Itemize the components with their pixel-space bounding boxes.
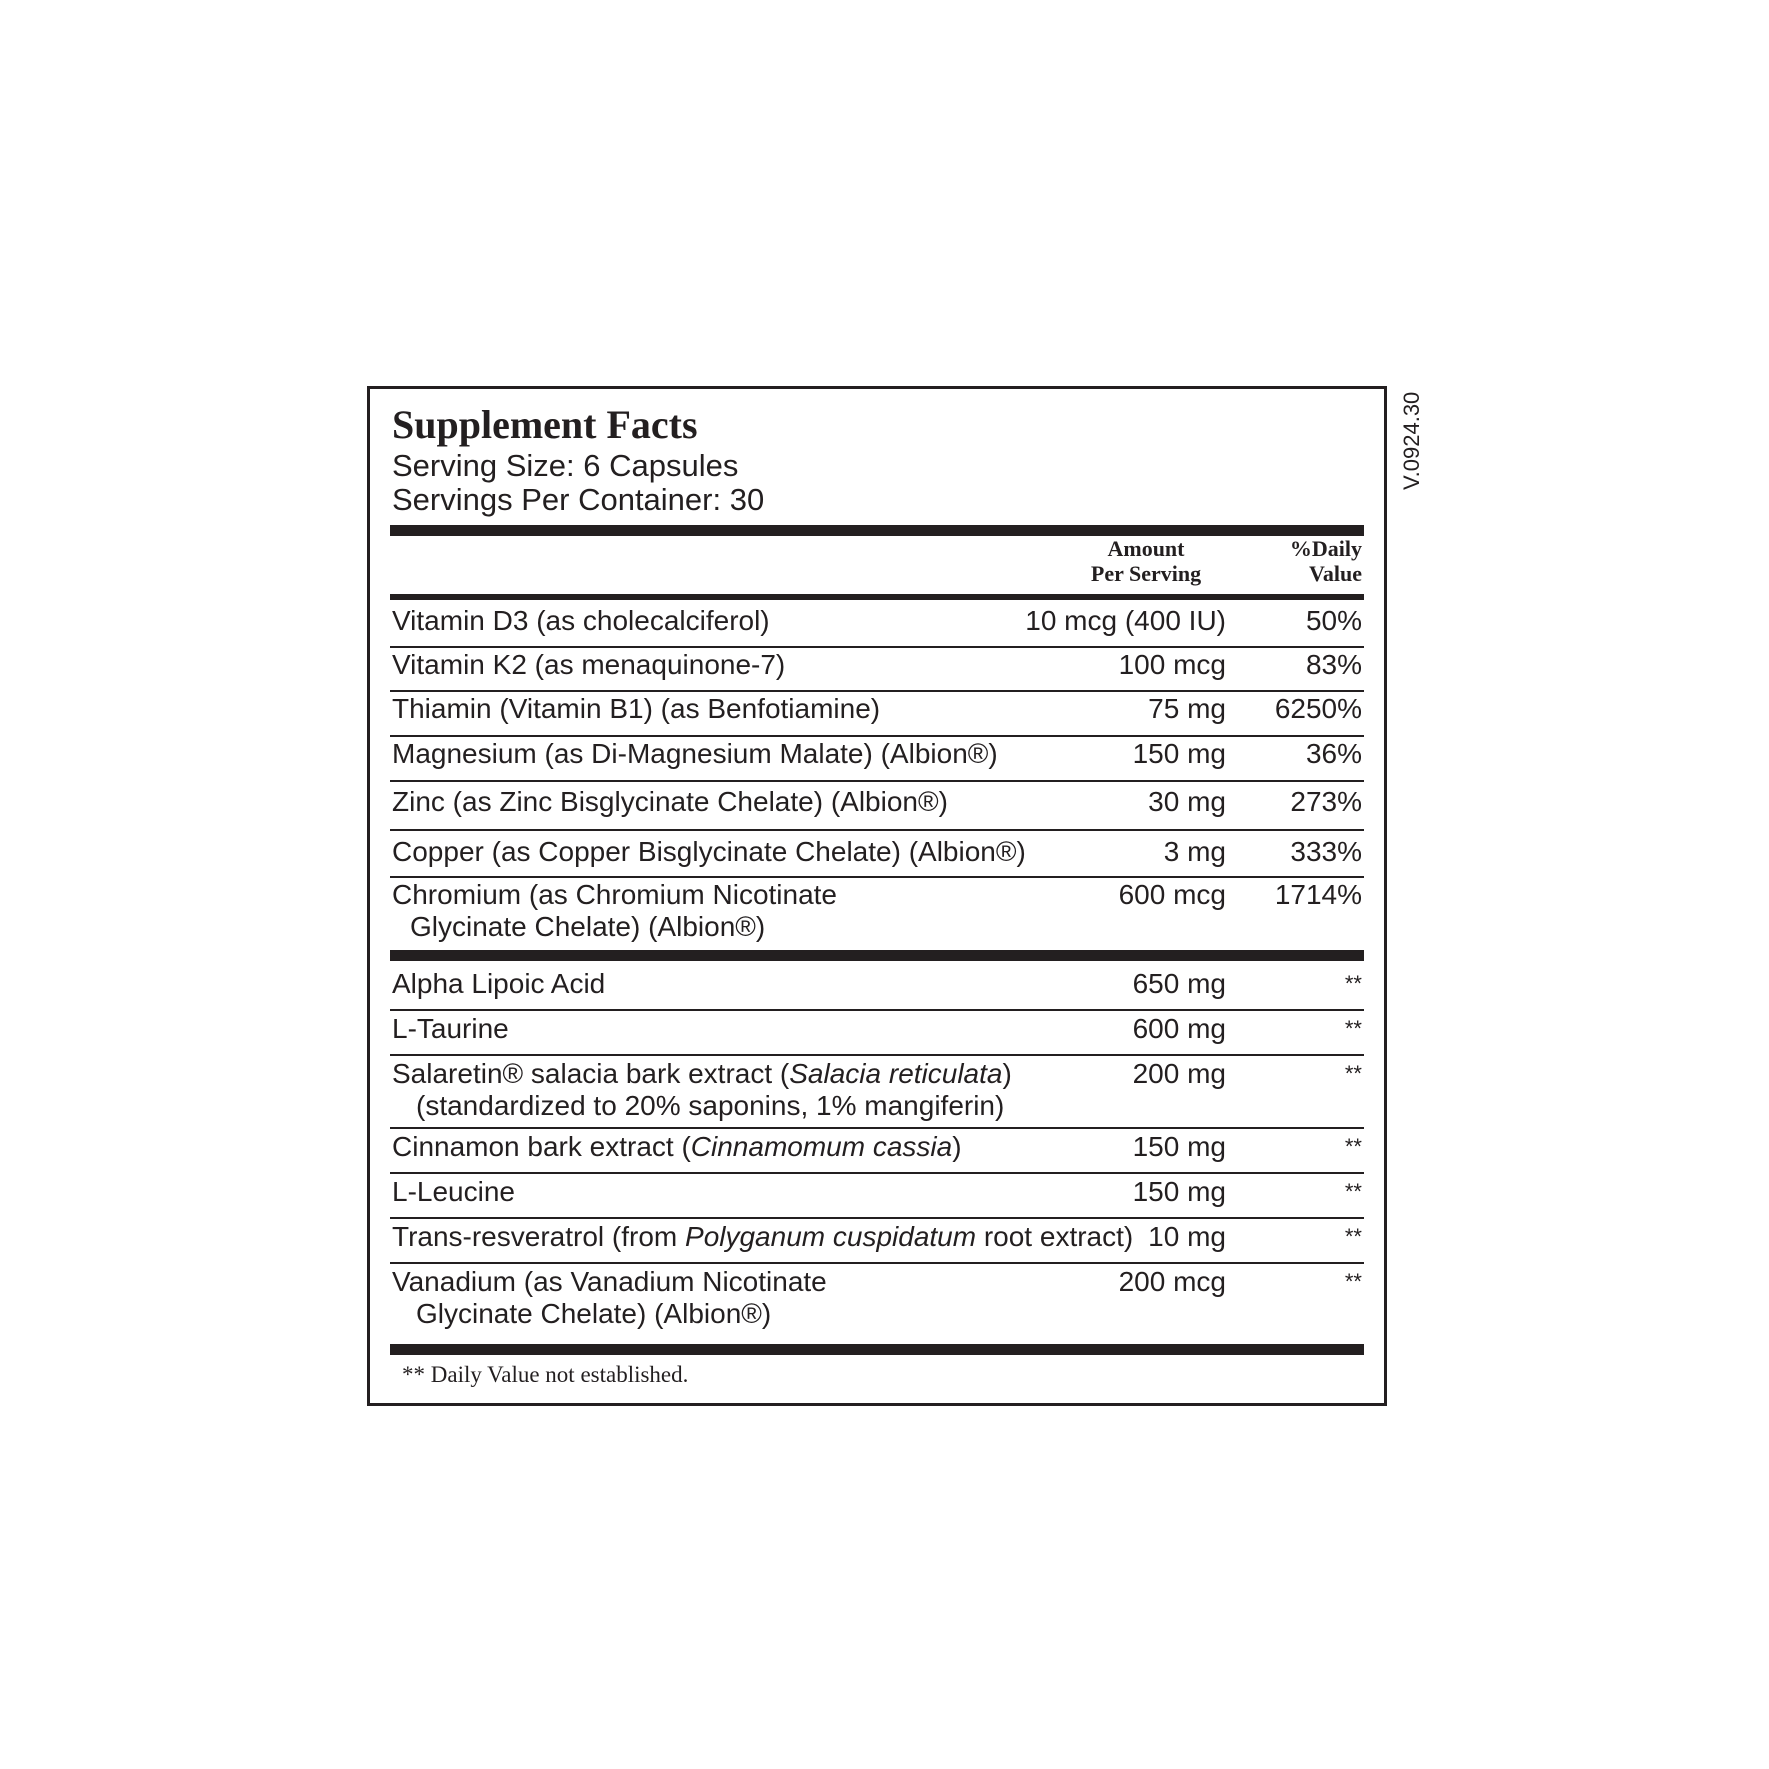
- nutrient-name: Alpha Lipoic Acid: [392, 968, 606, 999]
- divider-thin: [390, 780, 1364, 782]
- nutrient-amount: 10 mg: [1148, 1221, 1226, 1252]
- nutrient-name: Zinc (as Zinc Bisglycinate Chelate) (Albion®): [392, 786, 948, 817]
- divider-thick: [390, 950, 1364, 961]
- nutrient-daily-value: 273%: [1290, 786, 1362, 817]
- nutrient-amount: 30 mg: [1148, 786, 1226, 817]
- nutrient-amount: 3 mg: [1163, 836, 1226, 867]
- divider-thick: [390, 1344, 1364, 1355]
- nutrient-name: Cinnamon bark extract (Cinnamomum cassia): [392, 1131, 962, 1162]
- nutrient-daily-value: 36%: [1305, 738, 1362, 769]
- divider-thin: [390, 829, 1364, 831]
- divider-thin: [390, 876, 1364, 878]
- nutrient-daily-value: **: [1344, 1134, 1362, 1159]
- nutrient-name: Vanadium (as Vanadium Nicotinate Glycinate Chelate) (Albion®): [392, 1266, 827, 1329]
- divider-thick: [390, 525, 1364, 536]
- divider-thin: [390, 690, 1364, 692]
- nutrient-daily-value: **: [1344, 1061, 1362, 1086]
- nutrient-amount: 200 mg: [1132, 1058, 1226, 1089]
- nutrient-amount: 75 mg: [1148, 693, 1226, 724]
- divider-thin: [390, 1262, 1364, 1264]
- nutrient-amount: 650 mg: [1132, 968, 1226, 999]
- nutrient-name: Copper (as Copper Bisglycinate Chelate) (Albion®): [392, 836, 1026, 867]
- nutrient-daily-value: **: [1344, 1179, 1362, 1204]
- nutrient-daily-value: 83%: [1305, 649, 1362, 680]
- label-title: Supplement Facts: [392, 402, 698, 447]
- nutrient-amount: 150 mg: [1132, 1131, 1226, 1162]
- nutrient-name: Vitamin K2 (as menaquinone-7): [392, 649, 786, 680]
- nutrient-name: L-Taurine: [392, 1013, 509, 1044]
- nutrient-name: Salaretin® salacia bark extract (Salacia reticulata) (standardized to 20% saponins, 1% mangiferin): [392, 1058, 1012, 1121]
- supplement-facts-content: [390, 389, 1364, 1403]
- nutrient-amount: 150 mg: [1132, 738, 1226, 769]
- nutrient-daily-value: 1714%: [1274, 879, 1362, 910]
- divider-thin: [390, 1172, 1364, 1174]
- nutrient-daily-value: **: [1344, 1269, 1362, 1294]
- version-code: V.0924.30: [1399, 391, 1424, 490]
- nutrient-daily-value: 6250%: [1274, 693, 1362, 724]
- nutrient-amount: 200 mcg: [1118, 1266, 1226, 1297]
- column-header-amount: Amount Per Serving: [1090, 536, 1202, 586]
- nutrient-name: Vitamin D3 (as cholecalciferol): [392, 605, 770, 636]
- nutrient-daily-value: **: [1344, 971, 1362, 996]
- column-header-daily-value: %Daily Value: [1289, 536, 1362, 586]
- divider-thin: [390, 1127, 1364, 1129]
- nutrient-name: Magnesium (as Di-Magnesium Malate) (Albion®): [392, 738, 998, 769]
- nutrient-daily-value: **: [1344, 1224, 1362, 1249]
- nutrient-daily-value: **: [1344, 1016, 1362, 1041]
- footnote: ** Daily Value not established.: [402, 1362, 689, 1387]
- nutrient-daily-value: 333%: [1290, 836, 1362, 867]
- serving-size: Serving Size: 6 Capsules: [392, 448, 739, 483]
- nutrient-daily-value: 50%: [1305, 605, 1362, 636]
- nutrient-amount: 150 mg: [1132, 1176, 1226, 1207]
- nutrient-amount: 600 mcg: [1118, 879, 1226, 910]
- nutrient-name: L-Leucine: [392, 1176, 515, 1207]
- nutrient-name: Trans-resveratrol (from Polyganum cuspidatum root extract): [392, 1221, 1134, 1252]
- servings-per-container: Servings Per Container: 30: [392, 482, 765, 517]
- supplement-facts-panel: [367, 386, 1387, 1406]
- serving-info: [392, 449, 764, 517]
- nutrient-name: Chromium (as Chromium Nicotinate Glycinate Chelate) (Albion®): [392, 879, 838, 942]
- divider-thin: [390, 1217, 1364, 1219]
- divider-medium: [390, 594, 1364, 600]
- nutrient-amount: 10 mcg (400 IU): [1025, 605, 1226, 636]
- divider-thin: [390, 1054, 1364, 1056]
- nutrient-amount: 600 mg: [1132, 1013, 1226, 1044]
- nutrient-amount: 100 mcg: [1118, 649, 1226, 680]
- divider-thin: [390, 646, 1364, 648]
- divider-thin: [390, 735, 1364, 737]
- nutrient-name: Thiamin (Vitamin B1) (as Benfotiamine): [392, 693, 881, 724]
- divider-thin: [390, 1009, 1364, 1011]
